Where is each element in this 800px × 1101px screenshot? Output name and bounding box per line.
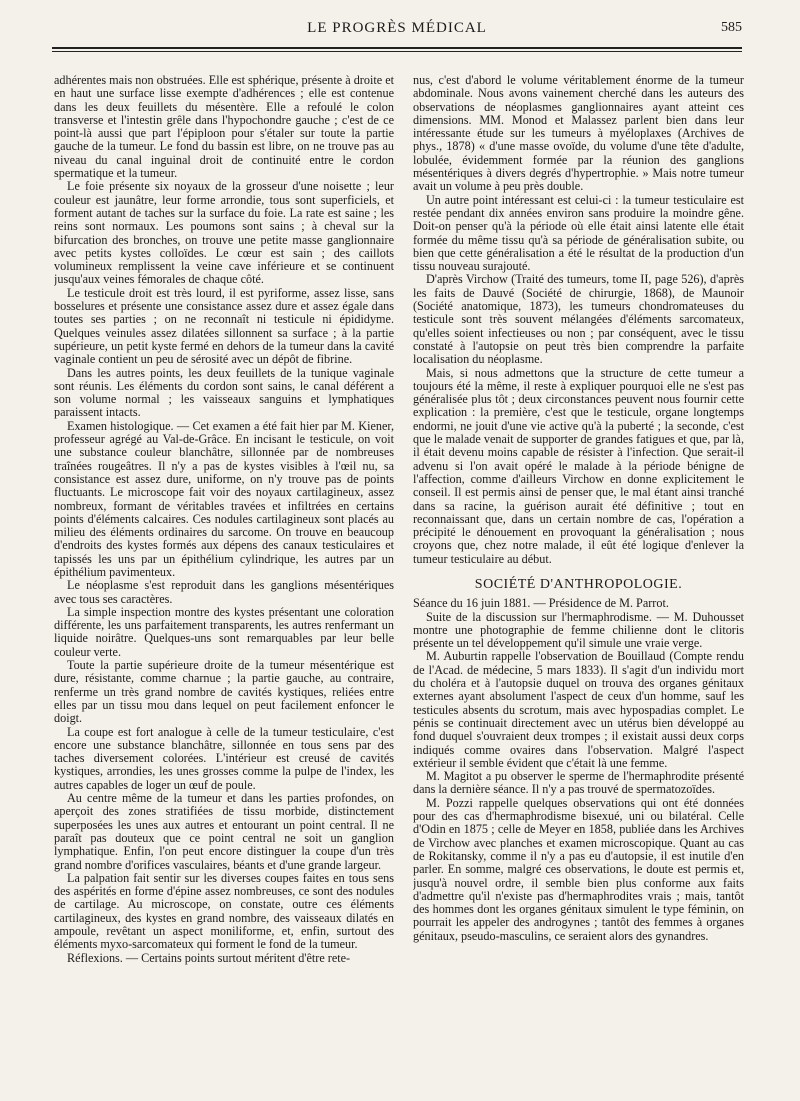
paragraph: nus, c'est d'abord le volume véritablement énorme de la tumeur abdominale. Nous avons vainement cherché dans les auteurs des observations de néoplasmes ganglionnaires ayant atteint ces dimensions. MM. Monod et Malassez parlent bien dans leur intéressante étude sur les tumeurs à myéloplaxes (Archives de phys., 1878) « d'une masse ovoïde, du volume d'une tête d'adulte, lobulée, évidemment formée par la réunion des ganglions mésentériques à divers degrés d'hypertrophie. » Mais notre tumeur avait un volume à peu près double.	[413, 74, 744, 194]
paragraph: Réflexions. — Certains points surtout méritent d'être rete-	[67, 950, 351, 965]
paragraph: La simple inspection montre des kystes présentant une coloration différente, les uns parfaitement transparents, les autres renfermant un liquide noirâtre. Quelques-uns sont remarquables par leur belle couleur verte.	[54, 604, 394, 659]
page-header	[52, 14, 742, 44]
paragraph: Dans les autres points, les deux feuillets de la tunique vaginale sont réunis. Les éléments du cordon sont sains, le canal déférent a son volume normal ; les vaisseaux sanguins et lymphatiques paraissent intacts.	[54, 365, 394, 420]
header-rule	[52, 47, 742, 49]
paragraph: Un autre point intéressant est celui-ci : la tumeur testiculaire est restée pendant dix années environ sans produire la moindre gêne. Doit-on penser qu'à la période où elle était ainsi latente elle était formée du même tissu qu'à sa période de généralisation subite, ou bien que cette généralisation a été le résultat de la production d'un tissu nouveau surajouté.	[413, 192, 744, 274]
paragraph: La palpation fait sentir sur les diverses coupes faites en tous sens des aspérités en forme d'épine assez nombreuses, ce sont des nodules de cartilage. Au microscope, on constate, outre ces éléments cartilagineux, des kystes en grand nombre, des vaisseaux dilatés en ampoule, revêtant un aspect moniliforme, et, enfin, surtout des éléments myxo-sarcomateux qui forment le fond de la tumeur.	[54, 870, 394, 952]
paragraph: La coupe est fort analogue à celle de la tumeur testiculaire, c'est encore une substance blanchâtre, sillonnée en tous sens par des taches diversement colorées. L'intérieur est creusé de cavités kystiques, arrondies, les unes grosses comme la pulpe de l'index, les autres capables de loger un œuf de poule.	[54, 724, 394, 792]
journal-title: LE PROGRÈS MÉDICAL	[307, 20, 487, 36]
header-rule-thin	[52, 51, 742, 52]
section-title: SOCIÉTÉ D'ANTHROPOLOGIE.	[474, 576, 683, 592]
paragraph: adhérentes mais non obstruées. Elle est sphérique, présente à droite et en haut une surface lisse exempte d'adhérences ; elle est contenue dans les deux feuillets du mésentère. Elle a refoulé le colon transverse et l'intestin grêle dans l'hypochondre gauche ; c'est de ce point-là aussi que part l'épiploon pour s'étaler sur toute la partie gauche de la tumeur. Le fond du bassin est libre, on ne trouve pas au niveau du canal inguinal droit de continuité entre le cordon spermatique et la tumeur.	[54, 74, 394, 181]
paragraph: D'après Virchow (Traité des tumeurs, tome II, page 526), d'après les faits de Dauvé (Société de chirurgie, 1868), de Maunoir (Société anatomique, 1873), les tumeurs chondromateuses du testicule sont très souvent mélangées d'éléments sarcomateux, qu'elles soient infectieuses ou non ; par conséquent, avec le tissu constaté à l'autopsie on peut très bien comprendre la parfaite localisation du néoplasme.	[413, 272, 744, 367]
paragraph: Le néoplasme s'est reproduit dans les ganglions mésentériques avec tous ses caractères.	[54, 578, 394, 606]
session-line: Séance du 16 juin 1881. — Présidence de M. Parrot.	[413, 596, 669, 611]
paragraph: Examen histologique. — Cet examen a été fait hier par M. Kiener, professeur agrégé au Val-de-Grâce. En incisant le testicule, on voit une substance couleur blanchâtre, sillonnée par de nombreuses traînées rougeâtres. Il n'y a pas de kystes visibles à l'œil nu, sa consistance est assez dure, uniforme, on n'y trouve pas de points fluctuants. Le microscope fait voir des noyaux cartilagineux, assez nombreux, formant de véritables travées et infiltrées en certains points d'éléments calcaires. Ces nodules cartilagineux sont placés au milieu des éléments ordinaires du sarcome. On trouve en beaucoup d'endroits des kystes formés aux dépens des canaux testiculaires et tapissés les uns par un épithélium cylindrique, les autres par un épithélium pavimenteux.	[54, 418, 394, 579]
paragraph: M. Pozzi rappelle quelques observations qui ont été données pour des cas d'hermaphrodisme bisexué, uni ou bilatéral. Celle d'Odin en 1875 ; celle de Meyer en 1858, publiée dans les Archives de Virchow avec planches et examen microscopique. Quant au cas de Rokitansky, comme il n'y a pas eu d'autopsie, il est inutile d'en parler. En somme, malgré ces observations, le doute est permis et, jusqu'à nouvel ordre, il semble bien plus conforme aux faits d'admettre qu'il n'existe pas d'hermaphrodites vrais ; mais, tantôt des hommes dont les organes génitaux simulent le type féminin, on pourrait les appeler des androgynes ; tantôt des femmes à organes génitaux, pseudo-masculins, ce seraient alors des gynandres.	[413, 795, 744, 943]
paragraph: M. Magitot a pu observer le sperme de l'hermaphrodite présenté dans la dernière séance. Il n'y a pas trouvé de spermatozoïdes.	[413, 769, 744, 797]
paragraph: Au centre même de la tumeur et dans les parties profondes, on aperçoit des zones stratifiées de tissu morbide, distinctement superposées les unes aux autres et entourant un point central. Il ne paraît pas douteux que ce point central ne soit un ganglion lymphatique. Enfin, l'on peut encore distinguer la coupe d'un très grand nombre d'orifices vasculaires, béants et d'une grande largeur.	[54, 791, 394, 872]
left-column	[54, 74, 394, 1094]
paragraph: Toute la partie supérieure droite de la tumeur mésentérique est dure, résistante, comme charnue ; la partie gauche, au contraire, renferme un très grand nombre de cavités kystiques, reliées entre elles par un tissu mou dans lequel on peut facilement enfoncer le doigt.	[54, 658, 394, 726]
paragraph: M. Auburtin rappelle l'observation de Bouillaud (Compte rendu de l'Acad. de médecine, 5 mars 1833). Il s'agit d'un individu mort du choléra et à l'autopsie duquel on trouva des organes génitaux externes ayant absolument l'aspect de ceux d'un homme, sauf les testicules absents du scrotum, mais avec hypospadias complet. Le pénis se continuait directement avec un utérus bien développé au fond duquel s'ouvraient deux trompes ; il existait aussi deux corps indiqués comme ovaires dans l'observation. Malgré l'aspect extérieur il semble évident que c'était là une femme.	[413, 649, 744, 770]
paragraph: Suite de la discussion sur l'hermaphrodisme. — M. Duhousset montre une photographie de femme chilienne dont le clitoris présente un tel développement qu'il simule une vraie verge.	[413, 609, 744, 651]
right-column	[413, 74, 744, 1094]
paragraph: Le testicule droit est très lourd, il est pyriforme, assez lisse, sans bosselures et présente une consistance assez dure et assez égale dans toutes ses parties ; on ne reconnaît ni testicule ni épididyme. Quelques veinules assez dilatées sillonnent sa surface ; à la partie supérieure, un petit kyste fermé en dehors de la tumeur dans la cavité vaginale contient un peu de sérosité avec un dépôt de fibrine.	[54, 285, 394, 367]
page-number: 585	[721, 20, 742, 35]
paragraph: Mais, si nous admettons que la structure de cette tumeur a toujours été la même, il reste à expliquer pourquoi elle ne s'est pas généralisée plus tôt ; deux circonstances peuvent nous fournir cette explication : la première, c'est que le testicule, organe longtemps endormi, ne jouit d'une vie active qu'à la puberté ; la seconde, c'est que le malade venait de supporter de grandes fatigues et que, par là, il était devenu moins capable de résister à l'infection. Que serait-il advenu si l'on avait opéré le malade à la période bénigne de l'affection, comme d'ailleurs Virchow en donne explicitement le conseil. Il est permis ainsi de penser que, le mal étant ainsi tranché dans sa racine, la guérison aurait été définitive ; tout en reconnaissant que, dans un certain nombre de cas, l'opération a précipité le dénouement en provoquant la généralisation ; nous croyons que, chez notre malade, il eût été logique d'enlever la tumeur testiculaire au début.	[413, 365, 744, 566]
paragraph: Le foie présente six noyaux de la grosseur d'une noisette ; leur couleur est jaunâtre, leur forme arrondie, tous sont superficiels, et forment autant de taches sur la surface du foie. La rate est saine ; les reins sont normaux. Les poumons sont sains ; à cheval sur la bifurcation des bronches, on trouve une petite masse ganglionnaire avec petits kystes colloïdes. Le cœur est sain ; des caillots volumineux remplissent la veine cave inférieure et se continuent jusqu'aux veines fémorales de chaque côté.	[54, 179, 394, 287]
